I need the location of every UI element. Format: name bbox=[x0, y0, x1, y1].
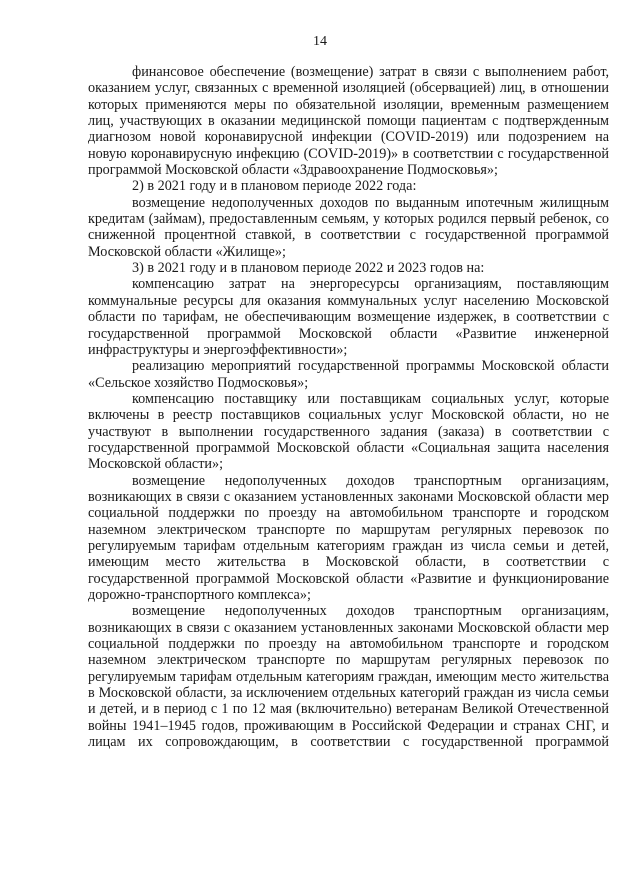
paragraph-item-3-heading: 3) в 2021 году и в плановом периоде 2022 и 2023 годов на: bbox=[132, 260, 485, 277]
paragraph-covid-isolation-funding: финансовое обеспечение (возмещение) затрат в связи с выполнением работ, оказанием услуг, связанных с временной изоляцией (обсервацией) лиц, в отношении которых применяются меры по обязательной изоляции, временным размещением лиц, участвующих в оказании медицинской помощи пациентам с подтвержденным диагнозом новой коронавирусной инфекции (COVID-2019) или подозрением на новую коронавирусную инфекцию (COVID-2019)» в соответствии с государственной программой Московской области «Здравоохранение Подмосковья»; bbox=[88, 64, 609, 179]
paragraph-mortgage-compensation: возмещение недополученных доходов по выданным ипотечным жилищным кредитам (займам), предоставленным семьям, у которых родился первый ребенок, со сниженной процентной ставкой, в соответствии с государственной программой Московской области «Жилище»; bbox=[88, 194, 609, 260]
paragraph-transport-family-children: возмещение недополученных доходов транспортным организациям, возникающих в связи с оказанием установленных законами Московской области мер социальной поддержки по проезду на автомобильном транспорте и городском наземном электрическом транспорте по маршрутам регулярных перевозок по регулируемым тарифам отдельным категориям граждан из числа семьи и детей, имеющим место жительства в Московской области, в соответствии с государственной программой Московской области «Развитие и функционирование дорожно-транспортного комплекса»; bbox=[88, 472, 609, 603]
paragraph-agriculture-program: реализацию мероприятий государственной программы Московской области «Сельское хозяйство Подмосковья»; bbox=[88, 358, 609, 391]
paragraph-energy-costs-compensation: компенсацию затрат на энергоресурсы организациям, поставляющим коммунальные ресурсы для оказания коммунальных услуг населению Московской области по тарифам, не обеспечивающим возмещение издержек, в соответствии с государственной программой Московской области «Развитие инженерной инфраструктуры и энергоэффективности»; bbox=[88, 276, 609, 358]
page-number: 14 bbox=[313, 34, 327, 49]
paragraph-item-2-heading: 2) в 2021 году и в плановом периоде 2022 года: bbox=[132, 178, 417, 195]
paragraph-social-services-compensation: компенсацию поставщику или поставщикам социальных услуг, которые включены в реестр поставщиков социальных услуг Московской области, но не участвуют в выполнении государственного задания (заказа) в соответствии с государственной программой Московской области «Социальная защита населения Московской области»; bbox=[88, 390, 609, 473]
document-body bbox=[88, 64, 609, 750]
paragraph-transport-veterans: возмещение недополученных доходов транспортным организациям, возникающих в связи с оказанием установленных законами Московской области мер социальной поддержки по проезду на автомобильном транспорте и городском наземном электрическом транспорте по маршрутам регулярных перевозок по регулируемым тарифам отдельным категориям граждан, имеющим место жительства в Московской области, за исключением отдельных категорий граждан из числа семьи и детей, и в период с 1 по 12 мая (включительно) ветеранам Великой Отечественной войны 1941–1945 годов, проживающим в Российской Федерации и странах СНГ, и лицам их сопровождающим, в соответствии с государственной программой bbox=[88, 603, 609, 751]
